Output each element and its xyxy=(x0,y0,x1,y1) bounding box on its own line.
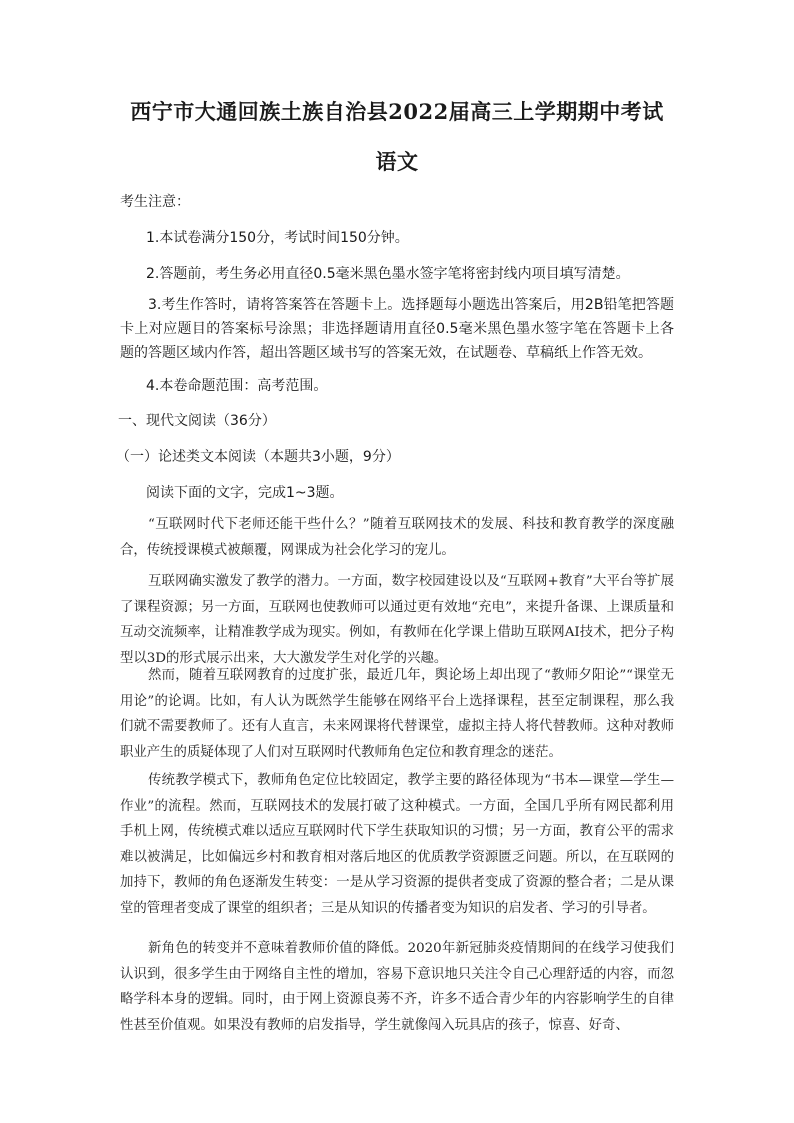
exam-subject: 语文 xyxy=(375,149,419,174)
passage-paragraph-5: 新角色的转变并不意味着教师价值的降低。2020年新冠肺炎疫情期间的在线学习使我们认识到，很多学生由于网络自主性的增加，容易下意识地只关注令自己心理舒适的内容，而忽略学科本身的逻辑。同时，由于网上资源良莠不齐，许多不适合青少年的内容影响学生的自律性甚至价值观。如果没有教师的启发指导，学生就像闯入玩具店的孩子，惊喜、好奇、 xyxy=(120,941,674,1033)
section-subheading: （一）论述类文本阅读（本题共3小题，9分） xyxy=(116,449,400,465)
notice-item-1: 1.本试卷满分150分，考试时间150分钟。 xyxy=(146,230,409,246)
notice-item-4: 4.本卷命题范围：高考范围。 xyxy=(146,378,328,394)
notice-item-3: 3.考生作答时，请将答案答在答题卡上。选择题每小题选出答案后，用2B铅笔把答题卡上对应题目的答案标号涂黑；非选择题请用直径0.5毫米黑色墨水签字笔在答题卡上各题的答题区域内作答，超出答题区域书写的答案无效，在试题卷、草稿纸上作答无效。 xyxy=(120,297,674,361)
notice-heading: 考生注意： xyxy=(120,194,190,210)
section-heading: 一、现代文阅读（36分） xyxy=(118,413,276,429)
reading-instruction: 阅读下面的文字，完成1~3题。 xyxy=(146,485,344,501)
passage-paragraph-2: 互联网确实激发了教学的潜力。一方面，数字校园建设以及“互联网+教育”大平台等扩展了课程资源；另一方面，互联网也使教师可以通过更有效地“充电”，来提升备课、上课质量和互动交流频率，让精准教学成为现实。例如，有教师在化学课上借助互联网AI技术，把分子构型以3D的形式展示出来，大大激发学生对化学的兴趣。 xyxy=(120,574,674,666)
notice-item-2: 2.答题前，考生务必用直径0.5毫米黑色墨水签字笔将密封线内项目填写清楚。 xyxy=(146,266,630,282)
passage-paragraph-3: 然而，随着互联网教育的过度扩张，最近几年，舆论场上却出现了“教师夕阳论”“课堂无用论”的论调。比如，有人认为既然学生能够在网络平台上选择课程，甚至定制课程，那么我们就不需要教师了。还有人直言，未来网课将代替课堂，虚拟主持人将代替教师。这种对教师职业产生的质疑体现了人们对互联网时代教师角色定位和教育理念的迷茫。 xyxy=(120,668,674,760)
passage-paragraph-1: “互联网时代下老师还能干些什么？”随着互联网技术的发展、科技和教育教学的深度融合，传统授课模式被颠覆，网课成为社会化学习的宠儿。 xyxy=(120,517,674,558)
passage-paragraph-4: 传统教学模式下，教师角色定位比较固定，教学主要的路径体现为“书本—课堂—学生—作业”的流程。然而，互联网技术的发展打破了这种模式。一方面，全国几乎所有网民都利用手机上网，传统模式难以适应互联网时代下学生获取知识的习惯；另一方面，教育公平的需求难以被满足，比如偏远乡村和教育相对落后地区的优质教学资源匮乏问题。所以，在互联网的加持下，教师的角色逐渐发生转变：一是从学习资源的提供者变成了资源的整合者；二是从课堂的管理者变成了课堂的组织者；三是从知识的传播者变为知识的启发者、学习的引导者。 xyxy=(120,773,674,916)
exam-title: 西宁市大通回族土族自治县2022届高三上学期期中考试 xyxy=(130,99,664,124)
